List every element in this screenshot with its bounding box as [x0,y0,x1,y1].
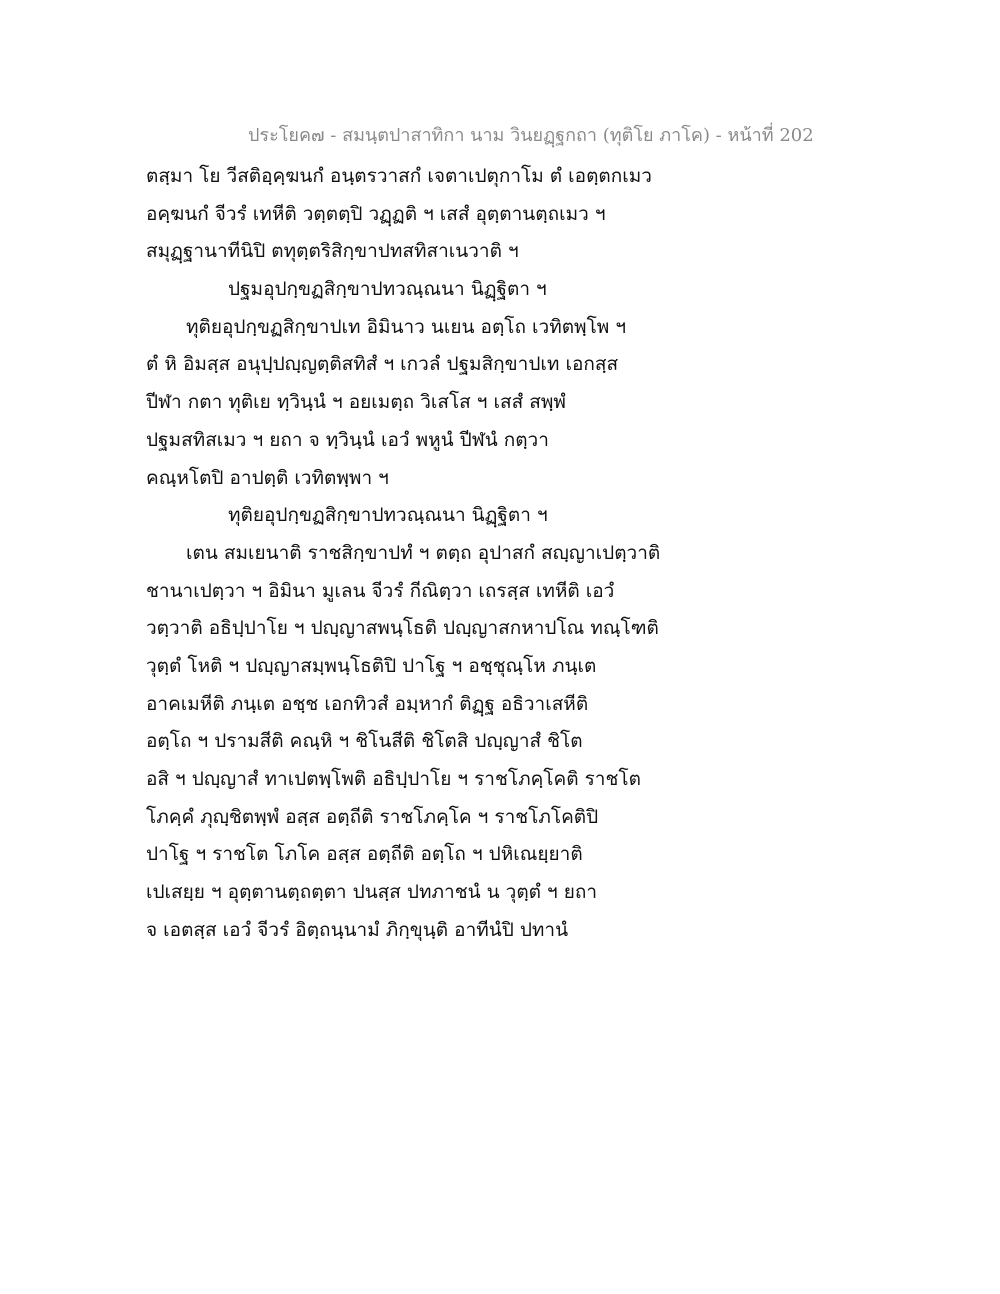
text-line: วตฺวาติ อธิปฺปาโย ฯ ปญฺญาสพนฺโธติ ปญฺญาสกหาปโณ ทณฺโฑติ [146,617,659,640]
text-line: ชานาเปตฺวา ฯ อิมินา มูเลน จีวรํ กีณิตฺวา เถรสฺส เทหีติ เอวํ [146,579,615,602]
text-line: ปฐมสทิสเมว ฯ ยถา จ ทฺวินฺนํ เอวํ พหูนํ ปีฬนํ กตฺวา [146,428,549,451]
text-line: คณฺหโตปิ อาปตฺติ เวทิตพฺพา ฯ [146,466,389,489]
text-line: ตํ หิ อิมสฺส อนุปฺปญฺญตฺติสทิสํ ฯ เกวลํ ปฐมสิกฺขาปเท เอกสฺส [146,353,619,376]
page-header: ประโยค๗ - สมนฺตปาสาทิกา นาม วินยฏฺฐกถา (ทุติโย ภาโค) - หน้าที่ 202 [248,125,814,146]
text-line: อสิ ฯ ปญฺญาสํ ทาเปตพฺโพติ อธิปฺปาโย ฯ ราชโภคฺโคติ ราชโต [146,768,641,790]
text-line: โภคฺคํ ภุญฺชิตพฺพํ อสฺส อตฺถีติ ราชโภคฺโค ฯ ราชโภโคติปิ [146,805,599,828]
text-line: เปเสยฺย ฯ อุตฺตานตฺถตฺตา ปนสฺส ปทภาชนํ น วุตฺตํ ฯ ยถา [146,881,598,904]
text-line: วุตฺตํ โหติ ฯ ปญฺญาสมฺพนฺโธติปิ ปาโฐ ฯ อชฺชุณฺโห ภนฺเต [146,654,597,677]
text-line: ปาโฐ ฯ ราชโต โภโค อสฺส อตฺถีติ อตฺโถ ฯ ปหิเณยฺยาติ [146,843,583,866]
body-text [146,158,706,949]
text-line: สมุฏฺฐานาทีนิปิ ตทุตฺตริสิกฺขาปทสทิสาเนวาติ ฯ [146,240,519,263]
text-line: ตสฺมา โย วีสติอฺคฺฆนกํ อนฺตรวาสกํ เจตาเปตุกาโม ตํ เอตฺตกเมว [146,165,652,187]
text-line: อคฺฆนกํ จีวรํ เทหีติ วตฺตตฺปิ วฏฺฏติ ฯ เสสํ อุตฺตานตฺถเมว ฯ [146,202,606,225]
text-line: อาคเมหีติ ภนฺเต อชฺช เอกทิวสํ อมฺหากํ ติฏฺฐ อธิวาเสหีติ [146,692,589,715]
section-end-line: ปฐมอุปกฺขฏสิกฺขาปทวณฺณนา นิฏฺฐิตา ฯ [228,278,547,301]
paragraph-start-line: ทุติยอุปกฺขฏสิกฺขาปเท อิมินาว นเยน อตฺโถ เวทิตพฺโพ ฯ [186,315,627,338]
paragraph-start-line: เตน สมเยนาติ ราชสิกฺขาปทํ ฯ ตตฺถ อุปาสกํ สญฺญาเปตฺวาติ [186,541,661,564]
section-end-line: ทุติยอุปกฺขฏสิกฺขาปทวณฺณนา นิฏฺฐิตา ฯ [228,504,548,527]
text-line: อตฺโถ ฯ ปรามสีติ คณฺหิ ฯ ชิโนสีติ ชิโตสิ ปญฺญาสํ ชิโต [146,730,583,753]
text-line: ปีฬา กตา ทุติเย ทฺวินฺนํ ฯ อยเมตฺถ วิเสโส ฯ เสสํ สพฺพํ [146,391,566,414]
text-line: จ เอตสฺส เอวํ จีวรํ อิตฺถนฺนามํ ภิกฺขุนฺติ อาทีนํปิ ปทานํ [146,918,569,941]
